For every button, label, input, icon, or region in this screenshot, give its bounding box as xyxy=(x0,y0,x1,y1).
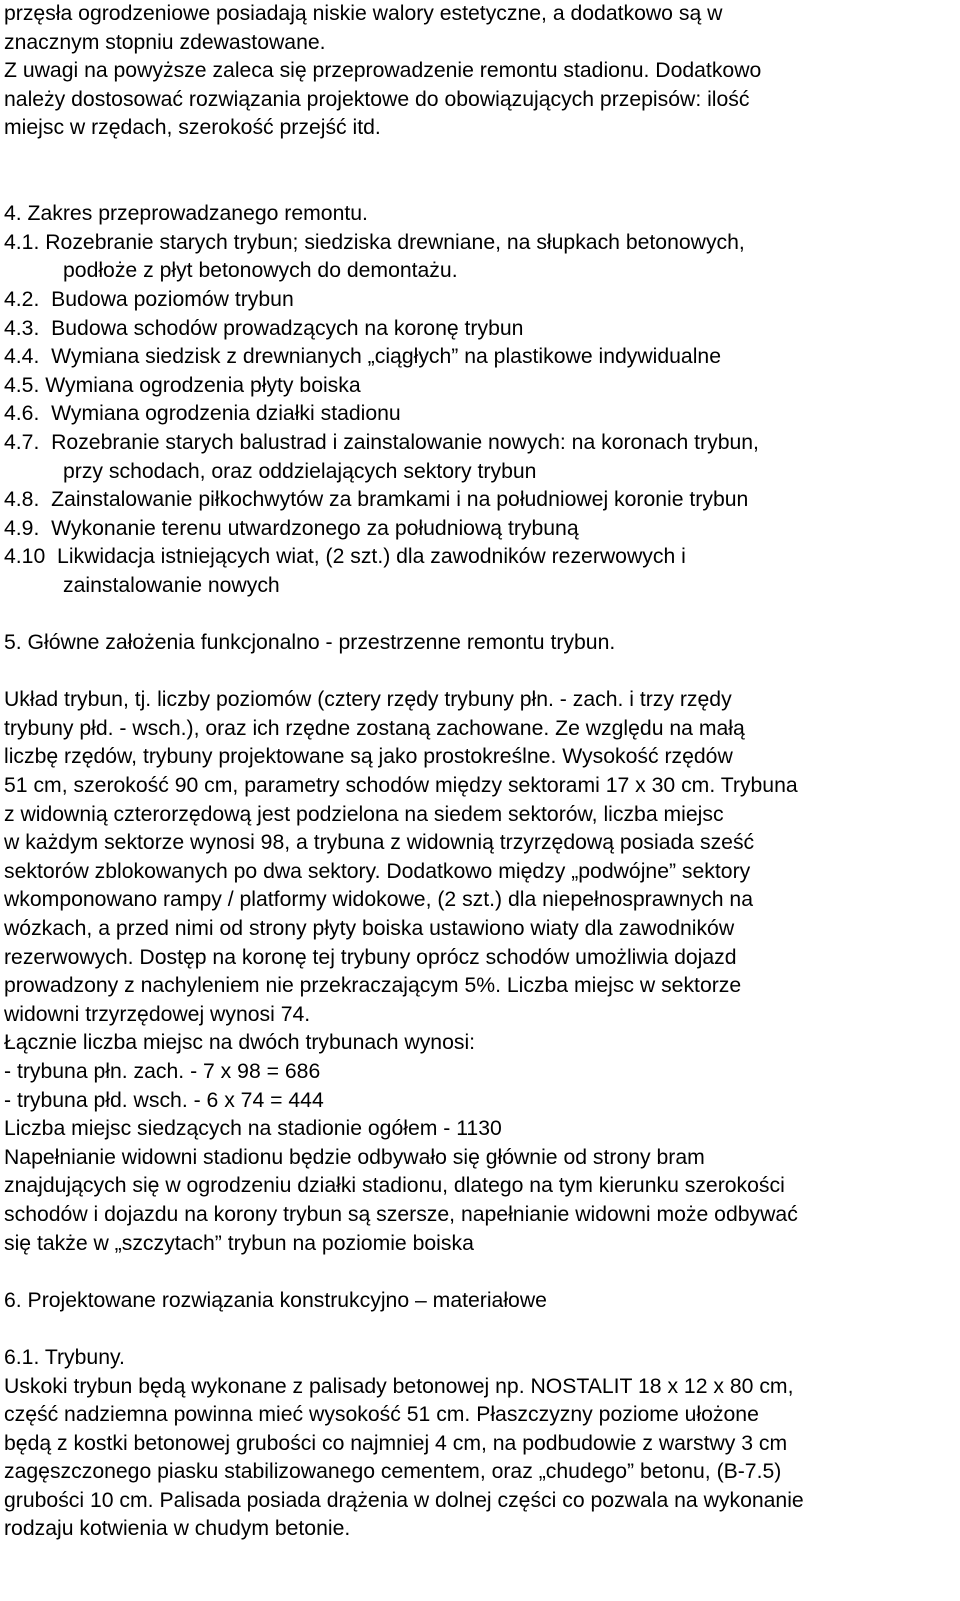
body-line: rezerwowych. Dostęp na koronę tej trybuny oprócz schodów umożliwia dojazd xyxy=(4,945,737,969)
body-line: Uskoki trybun będą wykonane z palisady betonowej np. NOSTALIT 18 x 12 x 80 cm, xyxy=(4,1374,794,1398)
body-line: - trybuna płn. zach. - 7 x 98 = 686 xyxy=(4,1059,321,1083)
item-text: Rozebranie starych balustrad i zainstalowanie nowych: na koronach trybun, xyxy=(51,430,759,454)
item-text: Wymiana ogrodzenia płyty boiska xyxy=(45,373,361,397)
body-line: widowni trzyrzędowej wynosi 74. xyxy=(4,1002,311,1026)
body-line: grubości 10 cm. Palisada posiada drążenia w dolnej części co pozwala na wykonanie xyxy=(4,1488,804,1512)
body-line: sektorów zblokowanych po dwa sektory. Dodatkowo między „podwójne” sektory xyxy=(4,859,751,883)
body-line: trybuny płd. - wsch.), oraz ich rzędne zostaną zachowane. Ze względu na małą xyxy=(4,716,745,740)
intro-line: miejsc w rzędach, szerokość przejść itd. xyxy=(4,116,381,140)
item-number: 4.3. xyxy=(4,316,40,340)
body-line: znajdujących się w ogrodzeniu działki stadionu, dlatego na tym kierunku szerokości xyxy=(4,1174,785,1198)
list-item xyxy=(4,372,944,401)
item-number: 4.2. xyxy=(4,287,40,311)
list-item xyxy=(4,343,944,372)
list-item xyxy=(4,515,944,544)
body-line: zagęszczonego piasku stabilizowanego cementem, oraz „chudego” betonu, (B-7.5) xyxy=(4,1460,782,1484)
intro-paragraph xyxy=(4,0,944,143)
body-line: rodzaju kotwienia w chudym betonie. xyxy=(4,1517,351,1541)
body-line: wózkach, a przed nimi od strony płyty boiska ustawiono wiaty dla zawodników xyxy=(4,917,735,940)
list-item xyxy=(4,286,944,315)
section-heading: 6. Projektowane rozwiązania konstrukcyjno – materiałowe xyxy=(4,1288,547,1312)
body-line: Liczba miejsc siedzących na stadionie ogółem - 1130 xyxy=(4,1117,502,1141)
list-item-continuation: przy schodach, oraz oddzielających sektory trybun xyxy=(63,459,537,483)
list-item-continuation: zainstalowanie nowych xyxy=(63,573,280,597)
item-text: Wymiana ogrodzenia działki stadionu xyxy=(51,402,401,426)
body-line: 51 cm, szerokość 90 cm, parametry schodów między sektorami 17 x 30 cm. Trybuna xyxy=(4,774,798,798)
section-4 xyxy=(4,200,944,600)
item-text: Likwidacja istniejących wiat, (2 szt.) dla zawodników rezerwowych i xyxy=(57,545,686,569)
item-text: Zainstalowanie piłkochwytów za bramkami i na południowej koronie trybun xyxy=(51,488,749,512)
intro-line: należy dostosować rozwiązania projektowe do obowiązujących przepisów: ilość xyxy=(4,87,750,111)
subsection-heading: 6.1. Trybuny. xyxy=(4,1345,125,1369)
item-number: 4.7. xyxy=(4,430,40,454)
item-number: 4.4. xyxy=(4,345,40,369)
section-heading: 5. Główne założenia funkcjonalno - przestrzenne remontu trybun. xyxy=(4,631,616,655)
item-number: 4.6. xyxy=(4,402,40,426)
intro-line: znacznym stopniu zdewastowane. xyxy=(4,30,326,54)
item-number: 4.9. xyxy=(4,516,40,540)
intro-line: przęsła ogrodzeniowe posiadają niskie walory estetyczne, a dodatkowo są w xyxy=(4,2,723,25)
body-line: się także w „szczytach” trybun na poziomie boiska xyxy=(4,1231,474,1255)
list-item xyxy=(4,229,944,258)
document-page xyxy=(4,0,944,1544)
section-5 xyxy=(4,629,944,1258)
list-item-continuation: podłoże z płyt betonowych do demontażu. xyxy=(63,259,458,283)
item-number: 4.8. xyxy=(4,488,40,512)
body-line: w każdym sektorze wynosi 98, a trybuna z widownią trzyrzędową posiada sześć xyxy=(4,831,755,855)
body-line: będą z kostki betonowej grubości co najmniej 4 cm, na podbudowie z warstwy 3 cm xyxy=(4,1431,788,1455)
list-item xyxy=(4,429,944,458)
section-6 xyxy=(4,1287,944,1544)
list-item xyxy=(4,543,944,572)
body-line: Układ trybun, tj. liczby poziomów (cztery rzędy trybuny płn. - zach. i trzy rzędy xyxy=(4,688,732,712)
body-line: część nadziemna powinna mieć wysokość 51 cm. Płaszczyzny poziome ułożone xyxy=(4,1403,759,1427)
item-text: Budowa schodów prowadzących na koronę trybun xyxy=(51,316,524,340)
intro-line: Z uwagi na powyższe zaleca się przeprowadzenie remontu stadionu. Dodatkowo xyxy=(4,59,762,83)
body-line: prowadzony z nachyleniem nie przekraczającym 5%. Liczba miejsc w sektorze xyxy=(4,974,742,998)
body-line: z widownią czterorzędową jest podzielona na siedem sektorów, liczba miejsc xyxy=(4,802,724,826)
body-line: liczbę rzędów, trybuny projektowane są jako prostokreślne. Wysokość rzędów xyxy=(4,745,733,769)
item-number: 4.1. xyxy=(4,230,40,254)
item-text: Wymiana siedzisk z drewnianych „ciągłych” na plastikowe indywidualne xyxy=(51,345,721,369)
item-text: Rozebranie starych trybun; siedziska drewniane, na słupkach betonowych, xyxy=(45,230,745,254)
list-item xyxy=(4,486,944,515)
item-number: 4.5. xyxy=(4,373,40,397)
item-text: Wykonanie terenu utwardzonego za południową trybuną xyxy=(51,516,579,540)
list-item xyxy=(4,315,944,344)
item-number: 4.10 xyxy=(4,545,46,569)
body-line: - trybuna płd. wsch. - 6 x 74 = 444 xyxy=(4,1088,324,1112)
item-text: Budowa poziomów trybun xyxy=(51,287,294,311)
list-item xyxy=(4,400,944,429)
body-line: Łącznie liczba miejsc na dwóch trybunach wynosi: xyxy=(4,1031,476,1055)
body-line: wkomponowano rampy / platformy widokowe, (2 szt.) dla niepełnosprawnych na xyxy=(4,888,753,912)
body-line: Napełnianie widowni stadionu będzie odbywało się głównie od strony bram xyxy=(4,1145,705,1169)
section-heading: 4. Zakres przeprowadzanego remontu. xyxy=(4,202,368,226)
body-line: schodów i dojazdu na korony trybun są szersze, napełnianie widowni może odbywać xyxy=(4,1202,798,1226)
